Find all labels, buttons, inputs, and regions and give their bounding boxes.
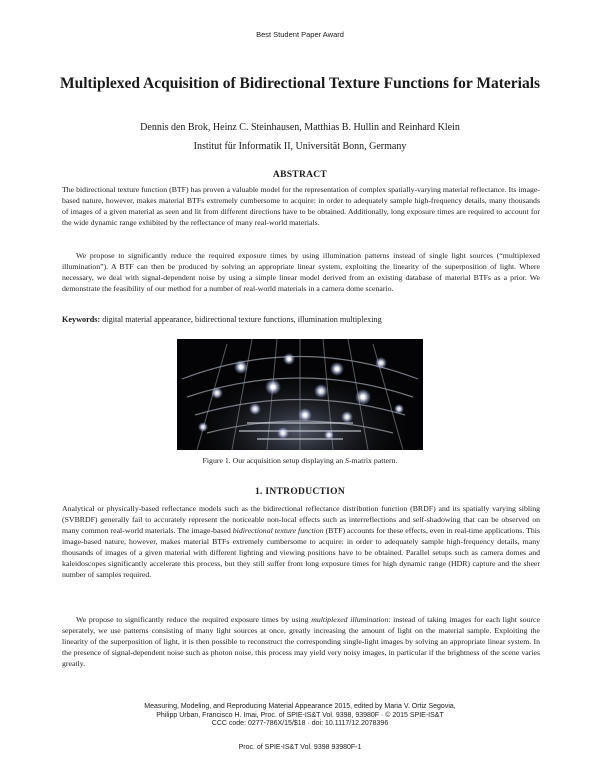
introduction-heading: 1. INTRODUCTION	[254, 487, 345, 497]
intro-p1-text-a: Analytical or physically-based reflectance models such as the bidirectional reflectance distribution function (BRDF) and its spatially varying sibling (SVBRDF) generally fail to accurately represent the noticeable non-local effects such as interreflections and self-shadowing that can be observed on many common real-world materials. The image-based	[62, 504, 540, 535]
intro-p2-emphasis: multiplexed illumination	[311, 615, 389, 624]
intro-p2-text-b: : instead of taking images for each light source seperately, we use patterns consisting of many light sources at once, greatly increasing the amount of light on the material sample. Exploiting the linearity of the superposition of light, it is then possible to reconstruct the corresponding single-light images by solving an appropriate linear system. In the presence of signal-dependent noise such as photon noise, this process may yield very noisy images, in particular if the brightness of the scene varies greatly.	[62, 615, 540, 668]
intro-paragraph-2	[62, 614, 540, 669]
figure-caption	[0, 456, 600, 465]
footer-line-1: Measuring, Modeling, and Reproducing Material Appearance 2015, edited by Maria V. Ortiz Segovia,	[144, 703, 456, 710]
caption-prefix: Figure 1. Our acquisition setup displaying an	[202, 456, 346, 465]
paper-title: Multiplexed Acquisition of Bidirectional Texture Functions for Materials	[59, 75, 541, 92]
intro-p1-emphasis: bidirectional texture function	[232, 526, 324, 535]
author-list: Dennis den Brok, Heinz C. Steinhausen, Matthias B. Hullin and Reinhard Klein	[140, 122, 460, 133]
affiliation: Institut für Informatik II, Universität Bonn, Germany	[193, 141, 407, 152]
camera-dome-illustration	[177, 339, 423, 450]
page-footer: Proc. of SPIE-IS&T Vol. 9398 93980F-1	[238, 744, 362, 751]
footer-line-3: CCC code: 0277-786X/15/$18 · doi: 10.1117/12.2078396	[211, 720, 389, 727]
abstract-paragraph-1: The bidirectional texture function (BTF) has proven a valuable model for the representation of complex spatially-varying material reflectance. Its image-based nature, however, makes material BTFs extremely cumbersome to acquire: in order to adequately sample high-frequency details, many thousands of images of a given material as seen and lit from different directions have to be obtained. Additionally, long exposure times are required to account for the wide dynamic range exhibited by the reflectance of many real-world materials.	[62, 185, 540, 227]
footer-citation	[0, 703, 600, 729]
keywords	[62, 314, 540, 325]
award-banner: Best Student Paper Award	[256, 30, 344, 39]
keywords-label: Keywords:	[62, 315, 101, 324]
caption-math-symbol: S	[345, 456, 349, 465]
intro-paragraph-1	[62, 503, 540, 580]
footer-line-2: Philipp Urban, Francisco H. Imai, Proc. of SPIE-IS&T Vol. 9398, 93980F · © 2015 SPIE-IS&T	[156, 711, 444, 719]
figure-acquisition-setup-photo	[177, 339, 423, 450]
intro-p1-text-b: (BTF) accounts for these effects, even in real-time applications. This image-based nature, however, makes material BTFs extremely cumbersome to acquire: in order to adequately sample high-frequency details, many thousands of images of a given material with different lighting and viewing positions have to be obtained. Parallel setups such as camera domes and kaleidoscopes significantly accelerate this process, but they still suffer from long exposure times for high dynamic range (HDR) capture and the sheer number of samples required.	[62, 526, 540, 579]
caption-suffix: -matrix pattern.	[348, 456, 398, 465]
intro-p2-text-a: We propose to significantly reduce the required exposure times by using	[76, 615, 312, 624]
abstract-paragraph-2: We propose to significantly reduce the required exposure times by using illumination patterns instead of single light sources (“multiplexed illumination”). A BTF can then be produced by solving an appropriate linear system, exploiting the linearity of the superposition of light. Where necessary, we deal with signal-dependent noise by using a simple linear model derived from an existing database of material BTFs as a prior. We demonstrate the feasibility of our method for a number of real-world materials in a camera dome scenario.	[62, 251, 540, 293]
abstract-heading: ABSTRACT	[272, 170, 328, 180]
keywords-text: digital material appearance, bidirectional texture functions, illumination multiplexing	[102, 315, 382, 324]
